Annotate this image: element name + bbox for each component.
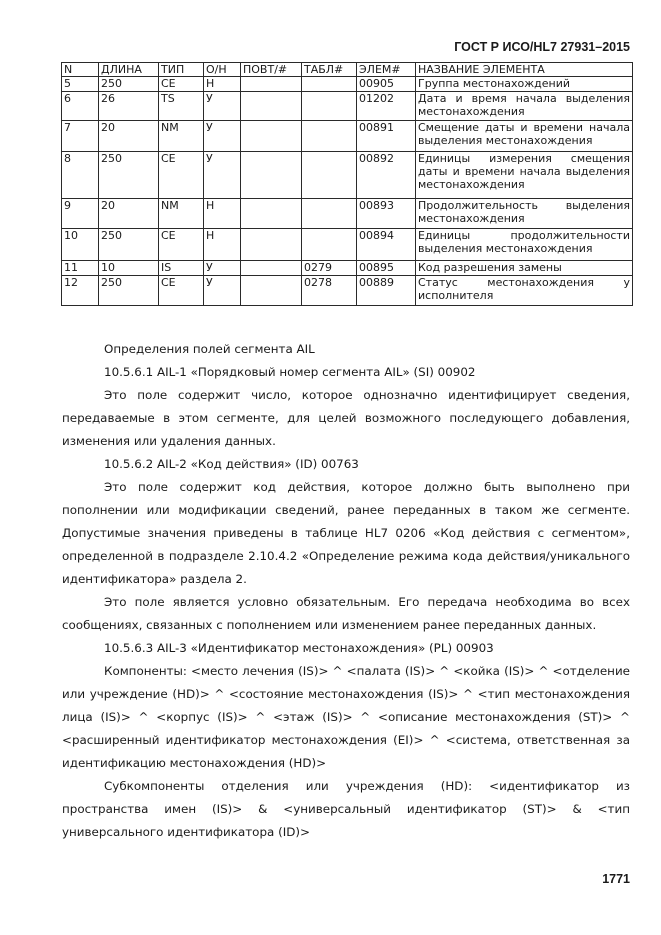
cell-repeat bbox=[241, 261, 302, 276]
paragraph: Это поле является условно обязательным. Его передача необходима во всех сообщениях, связанных с пополнением или изменением ранее переданных данных. bbox=[62, 595, 630, 632]
col-header-length: ДЛИНА bbox=[99, 63, 159, 77]
cell-item: 00893 bbox=[357, 199, 416, 229]
cell-element-name: Дата и время начала выделения местонахождения bbox=[416, 92, 633, 121]
cell-repeat bbox=[241, 276, 302, 306]
table-row bbox=[62, 261, 633, 276]
table-row bbox=[62, 121, 633, 152]
table-row bbox=[62, 199, 633, 229]
cell-length: 250 bbox=[99, 276, 159, 306]
cell-length: 26 bbox=[99, 92, 159, 121]
cell-item: 00892 bbox=[357, 152, 416, 199]
col-header-item: ЭЛЕМ# bbox=[357, 63, 416, 77]
col-header-opt: О/Н bbox=[204, 63, 241, 77]
cell-table bbox=[302, 121, 357, 152]
cell-type: CE bbox=[159, 77, 204, 92]
paragraph: Субкомпоненты отделения или учреждения (HD): <идентификатор из пространства имен (IS)> & <универсальный идентификатор (ST)> & <тип универсального идентификатора (ID)> bbox=[62, 779, 630, 839]
cell-element-name: Единицы измерения смещения даты и времени начала выделения местонахождения bbox=[416, 152, 633, 199]
paragraph: Компоненты: <место лечения (IS)> ^ <палата (IS)> ^ <койка (IS)> ^ <отделение или учреждение (HD)> ^ <состояние местонахождения (IS)> ^ <тип местонахождения лица (IS)> ^ <корпус (IS)> ^ <этаж (IS)> ^ <описание местонахождения (ST)> ^ <расширенный идентификатор местонахождения (EI)> ^ <система, ответственная за идентификацию местонахождения (HD)> bbox=[62, 664, 630, 770]
cell-item: 00889 bbox=[357, 276, 416, 306]
cell-item: 00894 bbox=[357, 229, 416, 261]
cell-type: CE bbox=[159, 229, 204, 261]
table-row bbox=[62, 77, 633, 92]
cell-table bbox=[302, 92, 357, 121]
cell-n: 11 bbox=[62, 261, 99, 276]
cell-opt: У bbox=[204, 276, 241, 306]
cell-n: 8 bbox=[62, 152, 99, 199]
paragraph: Это поле содержит число, которое однозначно идентифицирует сведения, передаваемые в этом сегменте, для целей возможного последующего добавления, изменения или удаления данных. bbox=[62, 388, 630, 448]
cell-repeat bbox=[241, 121, 302, 152]
cell-type: NM bbox=[159, 121, 204, 152]
cell-element-name: Статус местонахождения у исполнителя bbox=[416, 276, 633, 306]
section-heading: Определения полей сегмента AIL bbox=[104, 342, 315, 356]
cell-item: 00905 bbox=[357, 77, 416, 92]
cell-table bbox=[302, 199, 357, 229]
cell-type: IS bbox=[159, 261, 204, 276]
cell-table: 0279 bbox=[302, 261, 357, 276]
cell-n: 9 bbox=[62, 199, 99, 229]
table-row bbox=[62, 276, 633, 306]
cell-repeat bbox=[241, 229, 302, 261]
cell-element-name: Группа местонахождений bbox=[416, 77, 633, 92]
col-header-element-name: НАЗВАНИЕ ЭЛЕМЕНТА bbox=[416, 63, 633, 77]
cell-n: 6 bbox=[62, 92, 99, 121]
cell-type: CE bbox=[159, 276, 204, 306]
col-header-type: ТИП bbox=[159, 63, 204, 77]
cell-type: NM bbox=[159, 199, 204, 229]
cell-length: 250 bbox=[99, 152, 159, 199]
cell-item: 01202 bbox=[357, 92, 416, 121]
cell-table bbox=[302, 152, 357, 199]
col-header-table: ТАБЛ# bbox=[302, 63, 357, 77]
table-row bbox=[62, 152, 633, 199]
cell-type: CE bbox=[159, 152, 204, 199]
cell-opt: У bbox=[204, 92, 241, 121]
cell-opt: Н bbox=[204, 229, 241, 261]
field-heading: 10.5.6.2 AIL-2 «Код действия» (ID) 00763 bbox=[104, 457, 359, 471]
cell-n: 5 bbox=[62, 77, 99, 92]
segment-fields-table bbox=[61, 62, 633, 306]
cell-element-name: Смещение даты и времени начала выделения местонахождения bbox=[416, 121, 633, 152]
cell-opt: Н bbox=[204, 199, 241, 229]
cell-n: 7 bbox=[62, 121, 99, 152]
cell-opt: У bbox=[204, 121, 241, 152]
cell-element-name: Продолжительность выделения местонахождения bbox=[416, 199, 633, 229]
cell-item: 00891 bbox=[357, 121, 416, 152]
field-heading: 10.5.6.3 AIL-3 «Идентификатор местонахождения» (PL) 00903 bbox=[104, 641, 494, 655]
cell-length: 20 bbox=[99, 121, 159, 152]
document-body bbox=[62, 338, 630, 844]
table-row bbox=[62, 92, 633, 121]
col-header-n: N bbox=[62, 63, 99, 77]
cell-table bbox=[302, 77, 357, 92]
cell-table: 0278 bbox=[302, 276, 357, 306]
table-header-row bbox=[62, 63, 633, 77]
cell-element-name: Единицы продолжительности выделения местонахождения bbox=[416, 229, 633, 261]
cell-type: TS bbox=[159, 92, 204, 121]
table-row bbox=[62, 229, 633, 261]
cell-length: 250 bbox=[99, 77, 159, 92]
page-number: 1771 bbox=[602, 872, 630, 886]
cell-element-name: Код разрешения замены bbox=[416, 261, 633, 276]
document-header: ГОСТ Р ИСО/HL7 27931–2015 bbox=[454, 40, 630, 54]
cell-n: 10 bbox=[62, 229, 99, 261]
cell-item: 00895 bbox=[357, 261, 416, 276]
cell-n: 12 bbox=[62, 276, 99, 306]
field-heading: 10.5.6.1 AIL-1 «Порядковый номер сегмента AIL» (SI) 00902 bbox=[104, 365, 476, 379]
cell-length: 20 bbox=[99, 199, 159, 229]
cell-repeat bbox=[241, 199, 302, 229]
cell-opt: Н bbox=[204, 77, 241, 92]
col-header-repeat: ПОВТ/# bbox=[241, 63, 302, 77]
cell-repeat bbox=[241, 92, 302, 121]
cell-opt: У bbox=[204, 261, 241, 276]
cell-repeat bbox=[241, 77, 302, 92]
cell-length: 250 bbox=[99, 229, 159, 261]
cell-table bbox=[302, 229, 357, 261]
paragraph: Это поле содержит код действия, которое должно быть выполнено при пополнении или модификации сведений, ранее переданных в таком же сегменте. Допустимые значения приведены в таблице HL7 0206 «Код действия с сегментом», определенной в подразделе 2.10.4.2 «Определение режима кода действия/уникального идентификатора» раздела 2. bbox=[62, 480, 630, 586]
cell-length: 10 bbox=[99, 261, 159, 276]
cell-repeat bbox=[241, 152, 302, 199]
cell-opt: У bbox=[204, 152, 241, 199]
